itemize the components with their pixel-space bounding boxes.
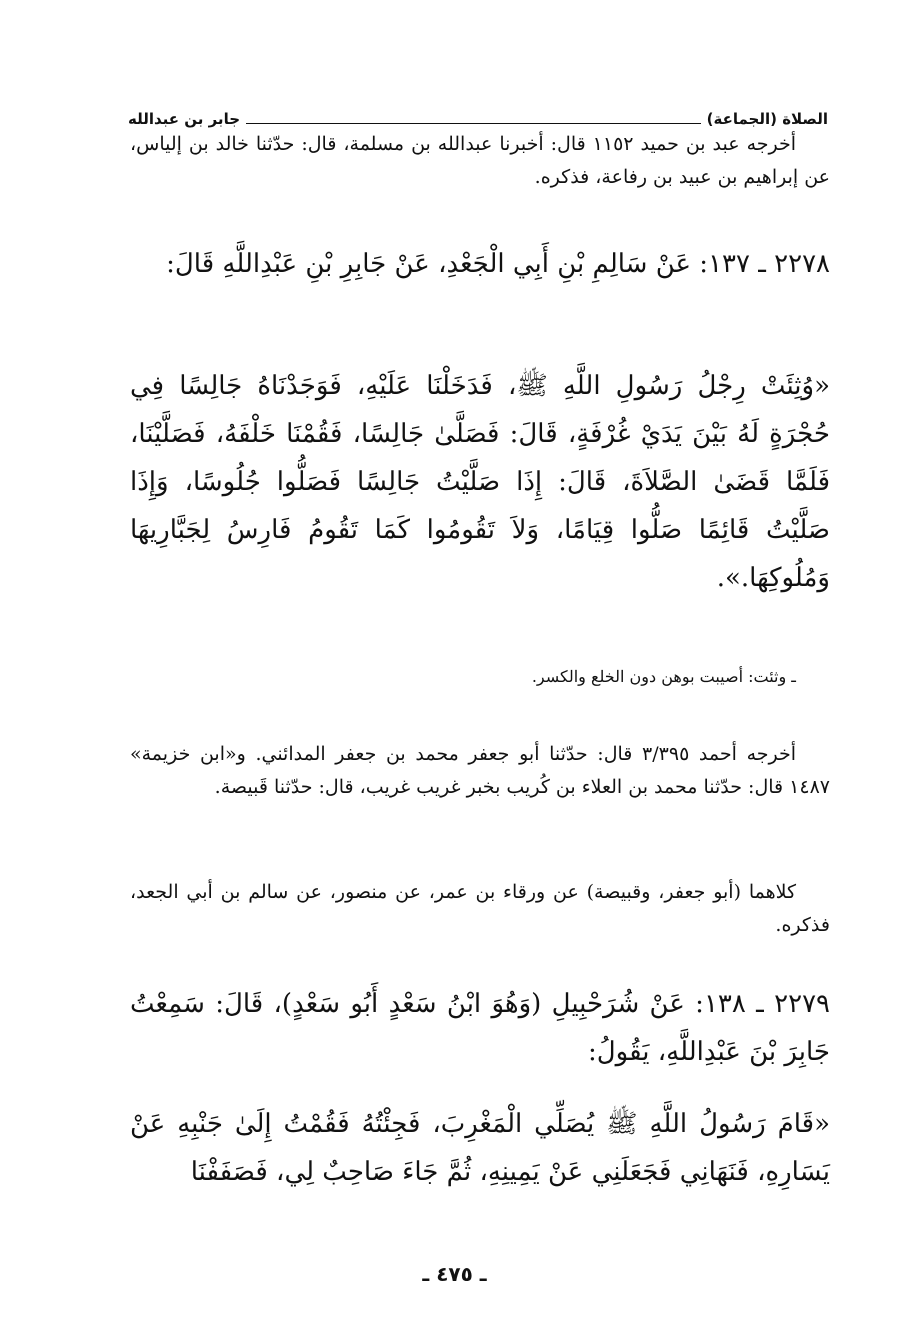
takhrij-paragraph-3: كلاهما (أبو جعفر، وقبيصة) عن ورقاء بن عمر، عن منصور، عن سالم بن أبي الجعد، فذكره.: [130, 881, 830, 936]
gloss-note: ـ وثئت: أصيبت بوهن دون الخلع والكسر.: [531, 667, 796, 686]
running-head: [128, 98, 828, 128]
takhrij-paragraph-1: أخرجه عبد بن حميد ١١٥٢ قال: أخبرنا عبدالله بن مسلمة، قال: حدّثنا خالد بن إلياس، عن إبراهيم بن عبيد بن رفاعة، فذكره.: [130, 133, 830, 188]
hadith-2278-text: «وُثِئَتْ رِجْلُ رَسُولِ اللَّهِ ﷺ، فَدَخَلْنَا عَلَيْهِ، فَوَجَدْنَاهُ جَالِسًا فِي حُجْرَةٍ لَهُ بَيْنَ يَدَيْ غُرْفَةٍ، قَالَ: فَصَلَّىٰ جَالِسًا، فَقُمْنَا خَلْفَهُ، فَصَلَّيْنَا، فَلَمَّا قَضَىٰ الصَّلاَةَ، قَالَ: إِذَا صَلَّيْتُ جَالِسًا فَصَلُّوا جُلُوسًا، وَإِذَا صَلَّيْتُ قَائِمًا صَلُّوا قِيَامًا، وَلاَ تَقُومُوا كَمَا تَقُومُ فَارِسُ لِجَبَّارِيهَا وَمُلُوكِهَا.».: [130, 371, 830, 593]
hadith-2279-heading: ٢٢٧٩ ـ ١٣٨: عَنْ شُرَحْبِيلِ (وَهُوَ ابْنُ سَعْدٍ أَبُو سَعْدٍ)، قَالَ: سَمِعْتُ جَابِرَ بْنَ عَبْدِاللَّهِ، يَقُولُ:: [130, 989, 830, 1067]
page-number: ـ ٤٧٥ ـ: [422, 1262, 487, 1286]
hadith-2278-heading: ٢٢٧٨ ـ ١٣٧: عَنْ سَالِمِ بْنِ أَبِي الْجَعْدِ، عَنْ جَابِرِ بْنِ عَبْدِاللَّهِ قَالَ:: [166, 249, 830, 279]
chapter-title: الصلاة (الجماعة): [706, 110, 828, 128]
companion-title: جابر بن عبدالله: [128, 110, 241, 128]
takhrij-paragraph-2: أخرجه أحمد ٣/٣٩٥ قال: حدّثنا أبو جعفر محمد بن جعفر المدائني. و«ابن خزيمة» ١٤٨٧ قال: حدّثنا محمد بن العلاء بن كُريب بخبر غريب غريب، قال: حدّثنا قَبيصة.: [130, 743, 830, 798]
hadith-2279-text: «قَامَ رَسُولُ اللَّهِ ﷺ يُصَلِّي الْمَغْرِبَ، فَجِئْتُهُ فَقُمْتُ إِلَىٰ جَنْبِهِ عَنْ يَسَارِهِ، فَنَهَانِي فَجَعَلَنِي عَنْ يَمِينِهِ، ثُمَّ جَاءَ صَاحِبٌ لِي، فَصَفَفْنَا: [130, 1109, 830, 1187]
header-rule: [246, 123, 701, 124]
